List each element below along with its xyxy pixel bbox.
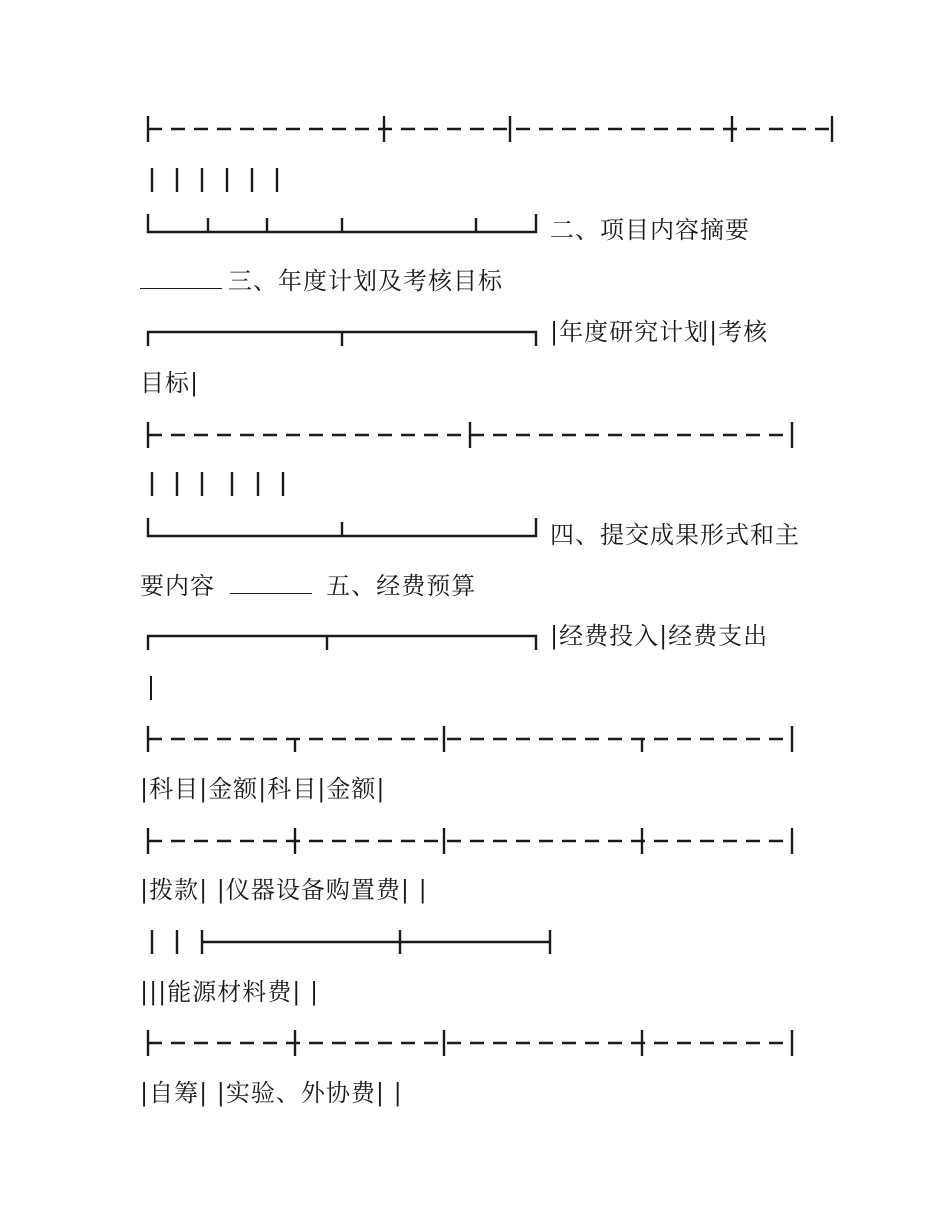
plan-table-bottom-rule	[140, 516, 540, 542]
section-2-heading: 二、项目内容摘要	[550, 216, 750, 244]
table-bottom-rule	[140, 212, 540, 238]
plan-table-dashed-rule	[140, 418, 800, 452]
budget-row-1: |拨款| |仪器设备购置费| |	[140, 876, 428, 904]
budget-column-labels: |科目|金额|科目|金额|	[140, 775, 386, 803]
section-5-heading: 五、经费预算	[326, 572, 477, 600]
plan-header-right: 考核	[718, 318, 769, 346]
section-3-heading: 三、年度计划及考核目标	[228, 267, 503, 295]
budget-table-top-rule	[140, 626, 540, 652]
plan-header-end: |	[190, 369, 200, 397]
budget-sub-rule	[140, 926, 560, 960]
fill-in-blank	[140, 264, 222, 289]
budget-row-2: |||能源材料费| |	[140, 978, 320, 1006]
plan-header-sep: |	[709, 318, 719, 346]
table-rule-dashed	[140, 112, 700, 146]
table-column-bars	[140, 164, 300, 198]
section-4-5-line	[140, 566, 476, 606]
budget-row-3: |自筹| |实验、外协费| |	[140, 1079, 403, 1107]
budget-dashed-rule-3	[140, 1026, 800, 1060]
plan-table-top-rule	[140, 322, 540, 348]
plan-header-right-2: 目标	[140, 369, 190, 397]
plan-header-left: |年度研究计划	[550, 318, 710, 346]
fill-in-blank	[230, 569, 312, 594]
budget-header-out: |经费支出	[659, 622, 769, 650]
section-4-heading: 四、提交成果形式和主	[550, 521, 800, 549]
plan-header-continued	[140, 363, 199, 403]
plan-table-header	[550, 312, 768, 352]
budget-dashed-rule-1	[140, 722, 800, 756]
budget-dashed-rule-2	[140, 824, 800, 858]
budget-table-header	[550, 616, 768, 656]
section-4-heading-cont: 要内容	[140, 572, 215, 600]
section-3-line	[140, 261, 503, 301]
budget-header-end-bar	[150, 676, 152, 700]
budget-header-in: |经费投入	[550, 622, 660, 650]
plan-table-column-bars	[140, 468, 300, 502]
